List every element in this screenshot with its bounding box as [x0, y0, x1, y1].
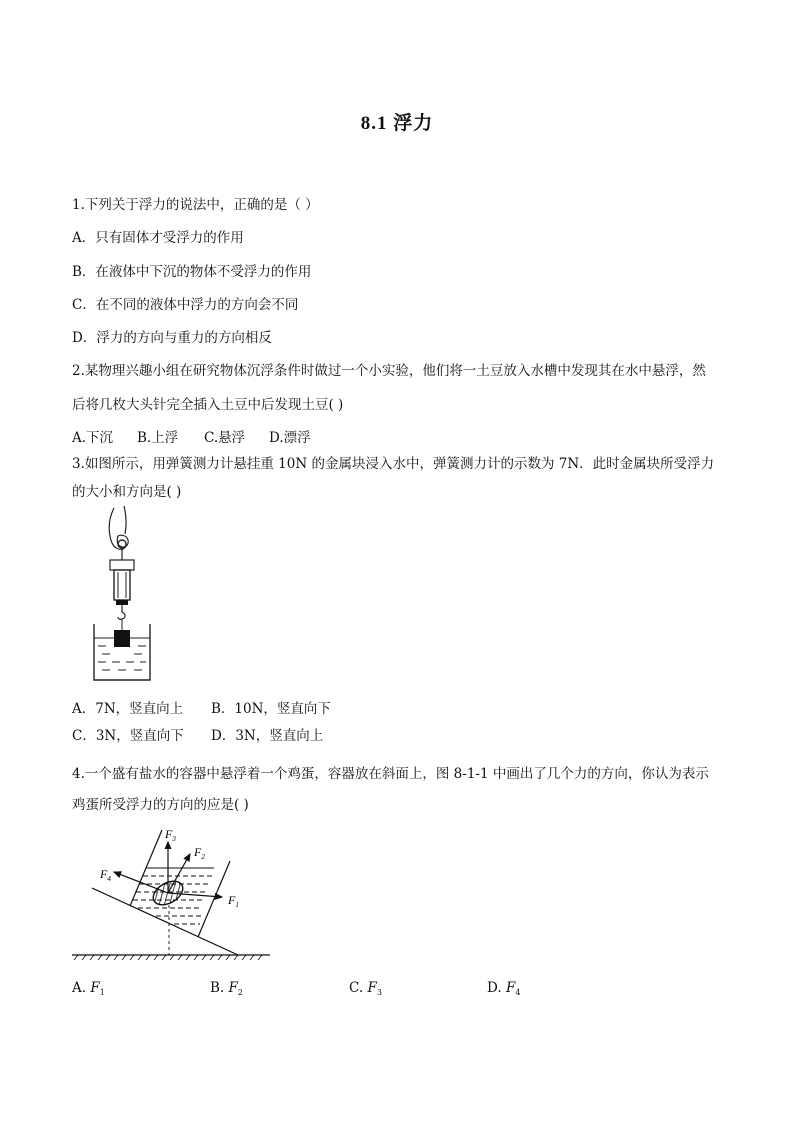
ground-hatching [74, 955, 262, 960]
question-1-stem: 1.下列关于浮力的说法中，正确的是（ ） [72, 197, 319, 213]
question-2-option-a: A.下沉 [72, 430, 114, 446]
question-4-stem-line-2: 鸡蛋所受浮力的方向的应是( ) [72, 797, 249, 813]
question-4-option-a: A. $F_1$ [72, 980, 105, 997]
spring-scale-figure [80, 504, 160, 684]
metal-block [114, 630, 130, 647]
question-3-option-b: B．10N，竖直向下 [211, 701, 331, 717]
water-lines [98, 646, 146, 670]
question-2-option-b: B.上浮 [137, 430, 179, 446]
question-3-option-a: A．7N，竖直向上 [72, 701, 184, 717]
question-4-stem-line-1: 4.一个盛有盐水的容器中悬浮着一个鸡蛋，容器放在斜面上，图 8-1-1 中画出了几个力的方向，你认为表示 [72, 766, 709, 782]
question-4-option-c: C. $F_3$ [349, 980, 382, 997]
question-2-option-d: D.漂浮 [269, 430, 311, 446]
question-2-stem-line-1: 2.某物理兴趣小组在研究物体沉浮条件时做过一个小实验，他们将一土豆放入水槽中发现其在水中悬浮，然 [72, 363, 706, 379]
hook-icon [118, 605, 125, 619]
question-1-option-a: A．只有固体才受浮力的作用 [72, 230, 244, 246]
page-title: 8.1 浮力 [360, 113, 434, 134]
label-f1: $F_1$ [228, 893, 239, 909]
question-1-option-b: B．在液体中下沉的物体不受浮力的作用 [72, 264, 312, 280]
question-3-stem-line-1: 3.如图所示，用弹簧测力计悬挂重 10N 的金属块浸入水中，弹簧测力计的示数为 7N．此时金属块所受浮力 [72, 456, 715, 472]
question-4-option-d: D. $F_4$ [487, 980, 521, 997]
spring-scale-body [114, 570, 130, 600]
question-3-option-d: D．3N，竖直向上 [211, 728, 324, 744]
force-f4-arrow [114, 872, 168, 893]
egg-container-figure [70, 820, 280, 966]
question-1-option-d: D．浮力的方向与重力的方向相反 [72, 330, 272, 346]
label-f2: $F_2$ [194, 845, 205, 861]
label-f3: $F_3$ [165, 827, 176, 843]
question-3-stem-line-2: 的大小和方向是( ) [72, 484, 182, 500]
question-2-stem-line-2: 后将几枚大头针完全插入土豆中后发现土豆( ) [72, 397, 344, 413]
question-1-option-c: C．在不同的液体中浮力的方向会不同 [72, 297, 299, 313]
question-4-option-b: B. $F_2$ [210, 980, 243, 997]
label-f4: $F_4$ [100, 867, 111, 883]
question-3-option-c: C．3N，竖直向下 [72, 728, 184, 744]
question-2-option-c: C.悬浮 [204, 430, 246, 446]
